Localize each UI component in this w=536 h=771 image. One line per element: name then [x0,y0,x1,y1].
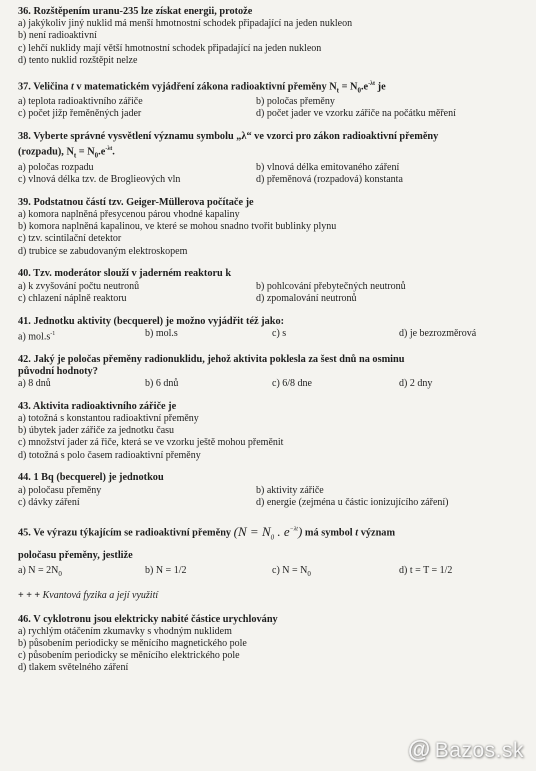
question-title: 46. V cyklotronu jsou elektricky nabité částice urychlovány [18,613,278,625]
question-40 [18,268,528,305]
question-title: 45. Ve výrazu týkajícím se radioaktivní přeměny ($N = N_0$ . $e^{-\lambda t}$) má symbol t význam [18,523,396,542]
option-c: c) působením periodicky se měnícího elektrického pole [18,650,240,662]
question-title: 42. Jaký je poločas přeměny radionuklidu, jehož aktivita poklesla za šest dnů na osminu původní hodnoty? [18,353,405,377]
question-44 [18,472,528,509]
option-a: a) poločas rozpadu [18,161,94,173]
option-c: c) lehčí nuklidy mají větší hmotnostní schodek připadající na jeden nukleon [18,42,322,54]
option-a: a) poločasu přeměny [18,484,102,496]
option-b: b) není radioaktivní [18,30,97,42]
option-d: d) přeměnová (rozpadová) konstanta [256,174,403,186]
option-b: b) poločas přeměny [256,96,335,108]
option-d: d) energie (zejména u částic ionizujícího záření) [256,496,449,508]
question-39 [18,197,528,258]
option-c: c) $N = N_0$ [272,564,311,578]
question-title: 40. Tzv. moderátor slouží v jaderném reaktoru k [18,268,232,280]
question-36 [18,6,528,67]
option-c: c) s [272,327,287,339]
question-title: 44. 1 Bq (becquerel) je jednotkou [18,472,164,484]
question-41 [18,316,528,344]
question-title: 36. Rozštěpením uranu-235 lze získat energii, protože [18,6,253,17]
option-d: d) tento nuklid rozštěpit nelze [18,54,138,66]
question-title: 39. Podstatnou částí tzv. Geiger-Müllerova počítače je [18,196,254,208]
question-45 [18,519,528,579]
option-b: b) úbytek jader zářiče za jednotku času [18,425,175,437]
option-a: a) rychlým otáčením zkumavky s vhodným nuklidem [18,625,232,637]
option-a: a) $mol.s^{-1}$ [18,330,56,343]
option-b: b) vlnová délka emitovaného záření [256,161,400,173]
option-d: d) totožná s polo časem radioaktivní přeměny [18,449,201,461]
option-a: a) k zvyšování počtu neutronů [18,280,140,292]
decay-formula: ($N = N_0$ . $e^{-\lambda t}$) [233,523,303,542]
option-b: b) mol.s [145,327,178,339]
section-heading: + + + Kvantová fyzika a její využití [18,590,159,602]
option-c: c) množství jader zá řiče, která se ve vzorku ještě mohou přeměnit [18,437,284,449]
option-d: d) je bezrozměrová [399,327,477,339]
option-c: c) tzv. scintilační detektor [18,233,122,245]
option-a: a) $N = 2N_0$ [18,564,62,578]
option-b: b) 6 dnů [145,378,179,390]
option-d: d) t = T = 1/2 [399,564,453,576]
option-b: b) pohlcování přebytečných neutronů [256,280,406,292]
option-a: a) komora naplněná přesycenou párou vhodné kapaliny [18,209,240,221]
question-37 [18,78,528,121]
option-a: a) 8 dnů [18,378,51,390]
bazos-watermark: @ Bazos.sk [407,736,524,762]
option-b: b) působením periodicky se měnícího magnetického pole [18,637,247,649]
option-a: a) teplota radioaktivního zářiče [18,96,143,108]
question-38 [18,131,528,186]
option-b: b) komora naplněná kapalinou, ve které se mohou snadno tvořit bublinky plynu [18,221,337,233]
question-title: 37. Veličina t v matematickém vyjádření zákona radioaktivní přeměny $N_t = N_0.e^{-\lambda t}$ je [18,80,386,94]
option-d: d) tlakem světelného záření [18,662,129,674]
option-c: c) 6/8 dne [272,378,312,390]
option-d: d) zpomalování neutronů [256,292,357,304]
question-title: 38. Vyberte správné vysvětlení významu symbolu „λ“ ve vzorci pro zákon radioaktivní přeměny (rozpadu), $N_t = N_0.e^{-\lambda t}$. [18,131,439,160]
question-title: 43. Aktivita radioaktivního zářiče je [18,400,177,412]
option-c: c) dávky záření [18,496,80,508]
option-c: c) chlazení náplně reaktoru [18,292,127,304]
question-title-line2: poločasu přeměny, jestliže [18,550,133,562]
option-d: d) trubice se zabudovaným elektroskopem [18,245,188,257]
option-a: a) totožná s konstantou radioaktivní přeměny [18,413,199,425]
option-d: d) počet jader ve vzorku zářiče na počátku měření [256,108,456,120]
option-c: c) počet jižp řeměněných jader [18,108,142,120]
option-d: d) 2 dny [399,378,433,390]
document-page [18,6,528,685]
option-b: b) aktivity zářiče [256,484,324,496]
option-a: a) jakýkoliv jiný nuklid má menší hmotnostní schodek připadající na jeden nukleon [18,18,353,30]
question-43 [18,401,528,462]
option-b: b) N = 1/2 [145,564,187,576]
question-46 [18,614,528,675]
question-title: 41. Jednotku aktivity (becquerel) je možno vyjádřit též jako: [18,315,285,327]
question-42 [18,354,528,391]
option-c: c) vlnová délka tzv. de Broglieových vln [18,174,181,186]
